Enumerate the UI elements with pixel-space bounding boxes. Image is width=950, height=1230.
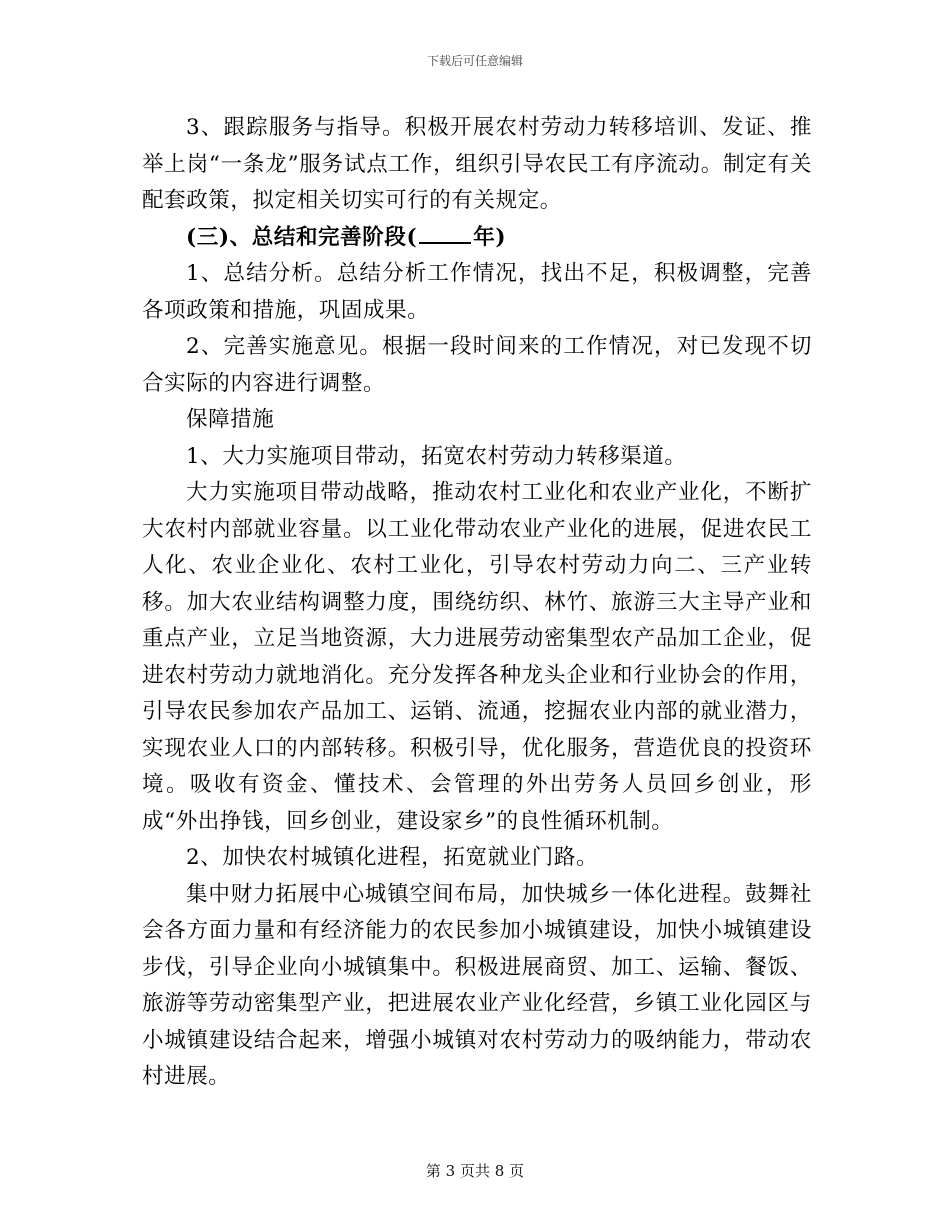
paragraph-urbanization-heading: 2、加快农村城镇化进程，拓宽就业门路。 — [186, 845, 599, 870]
paragraph-safeguard-title: 保障措施 — [186, 407, 275, 432]
year-blank — [419, 222, 471, 244]
page-number: 第 3 页共 8 页 — [425, 1162, 525, 1180]
section-heading-text: (三)、总结和完善阶段( — [186, 224, 418, 250]
paragraph-urbanization-body: 集中财力拓展中心城镇空间布局，加快城乡一体化进程。鼓舞社会各方面力量和有经济能力的农民参加小城镇建设，加快小城镇建设步伐，引导企业向小城镇集中。积极进展商贸、加工、运输、餐饭、旅游等劳动密集型产业，把进展农业产业化经营，乡镇工业化园区与小城镇建设结合起来，增强小城镇对农村劳动力的吸纳能力，带动农村进展。 — [142, 881, 812, 1089]
paragraph-improve-opinions: 2、完善实施意见。根据一段时间来的工作情况，对已发现不切合实际的内容进行调整。 — [142, 334, 812, 396]
paragraph-project-drive-body: 大力实施项目带动战略，推动农村工业化和农业产业化，不断扩大农村内部就业容量。以工业化带动农业产业化的进展，促进农民工人化、农业企业化、农村工业化，引导农村劳动力向二、三产业转移。加大农业结构调整力度，围绕纺织、林竹、旅游三大主导产业和重点产业，立足当地资源，大力进展劳动密集型农产品加工企业，促进农村劳动力就地消化。充分发挥各种龙头企业和行业协会的作用，引导农民参加农产品加工、运销、流通，挖掘农业内部的就业潜力，实现农业人口的内部转移。积极引导，优化服务，营造优良的投资环境。吸收有资金、懂技术、会管理的外出劳务人员回乡创业，形成“外出挣钱，回乡创业，建设家乡”的良性循环机制。 — [142, 480, 812, 834]
section-heading-summary-stage — [142, 220, 812, 257]
section-heading-suffix: 年) — [473, 224, 507, 250]
paragraph-project-drive-heading: 1、大力实施项目带动，拓宽农村劳动力转移渠道。 — [186, 443, 687, 469]
page-header-note: 下载后可任意编辑 — [426, 54, 523, 68]
paragraph-summary-analysis: 1、总结分析。总结分析工作情况，找出不足，积极调整，完善各项政策和措施，巩固成果。 — [142, 261, 812, 323]
paragraph-tracking-service: 3、跟踪服务与指导。积极开展农村劳动力转移培训、发证、推举上岗“一条龙”服务试点工作，组织引导农民工有序流动。制定有关配套政策，拟定相关切实可行的有关规定。 — [142, 115, 812, 213]
document-body — [142, 110, 812, 1096]
